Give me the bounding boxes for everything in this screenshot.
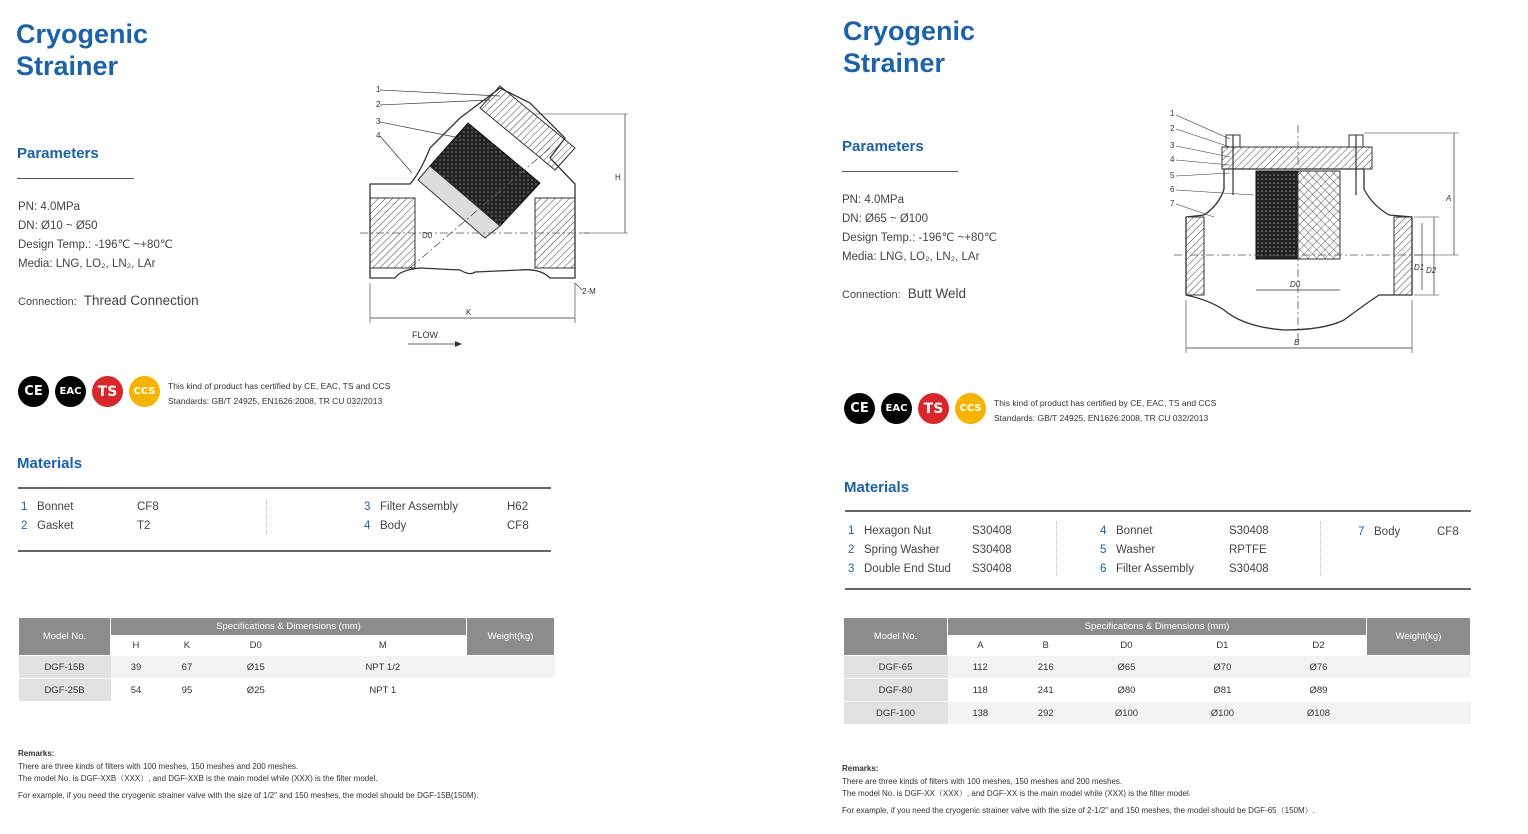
label-k: K (466, 308, 472, 317)
material-value: H62 (507, 501, 529, 513)
cert-line-1: This kind of product has certified by CE, EAC, TS and CCS (994, 398, 1217, 408)
materials-separator (1320, 522, 1321, 576)
material-item: 2 Spring Washer (848, 544, 940, 556)
material-item: 1 Hexagon Nut (848, 525, 932, 537)
label-2: 2 (1170, 124, 1175, 133)
material-item: 3 Double End Stud (848, 563, 951, 575)
remarks (842, 763, 1315, 817)
param-pn: PN: 4.0MPa (18, 201, 80, 213)
materials-separator (1056, 522, 1057, 576)
eac-badge: EAC (881, 393, 912, 424)
param-temp: Design Temp.: -196℃ ~+80℃ (842, 232, 997, 244)
ce-badge: CE (844, 393, 875, 424)
material-item: 5 Washer (1100, 544, 1156, 556)
weight-header: Weight(kg) (1367, 618, 1471, 656)
weight-header: Weight(kg) (467, 618, 555, 656)
cert-text (168, 379, 390, 409)
col-b: B (1013, 636, 1078, 656)
spec-group-header: Specifications & Dimensions (mm) (111, 618, 467, 636)
col-k: K (161, 636, 212, 656)
label-d0: D0 (1290, 280, 1301, 289)
label-b: B (1294, 338, 1300, 347)
spec-group-header: Specifications & Dimensions (mm) (948, 618, 1367, 636)
material-item: 3 Filter Assembly (364, 501, 458, 513)
remark-line: There are three kinds of filters with 100 meshes, 150 meshes and 200 meshes. (18, 761, 299, 771)
page-title (16, 18, 148, 82)
parameters-list (842, 191, 997, 267)
materials-top-rule (18, 487, 551, 489)
title-line-1: Cryogenic (843, 16, 976, 46)
spec-table (18, 617, 555, 702)
material-item: 7 Body (1358, 526, 1401, 538)
col-d1: D1 (1174, 636, 1270, 656)
label-1: 1 (1170, 109, 1175, 118)
remark-line: The model No. is DGF-XX（XXX）, and DGF-XX is the main model while (XXX) is the filter model. (842, 789, 1192, 798)
cert-badges (844, 393, 986, 424)
ts-badge: TS (918, 393, 949, 424)
title-line-2: Strainer (843, 48, 946, 78)
basket-strainer-drawing (1164, 105, 1464, 355)
table-row: DGF-80 118 241 Ø80 Ø81 Ø89 (844, 679, 1471, 702)
material-item: 4 Bonnet (1100, 525, 1153, 537)
connection-label: Connection: (842, 289, 901, 301)
material-value: T2 (137, 520, 151, 532)
cert-line-2: Standards: GB/T 24925, EN1626:2008, TR CU 032/2013 (168, 396, 383, 406)
ccs-badge: CCS (955, 393, 986, 424)
title-line-1: Cryogenic (16, 19, 149, 49)
col-a: A (948, 636, 1013, 656)
material-value: CF8 (1437, 526, 1459, 538)
material-item: 1 Bonnet (21, 501, 74, 513)
material-value: S30408 (972, 544, 1012, 556)
col-d0: D0 (212, 636, 299, 656)
parameters-heading: Parameters (17, 145, 99, 162)
label-3: 3 (1170, 141, 1175, 150)
connection-label: Connection: (18, 296, 77, 308)
table-row: DGF-65 112 216 Ø65 Ø70 Ø76 (844, 656, 1471, 679)
material-value: S30408 (972, 563, 1012, 575)
remarks (18, 748, 478, 802)
col-d2: D2 (1270, 636, 1366, 656)
param-dn: DN: Ø10 ~ Ø50 (18, 220, 98, 232)
label-flow: FLOW (412, 330, 438, 340)
ce-badge: CE (18, 376, 49, 407)
param-temp: Design Temp.: -196℃ ~+80℃ (18, 239, 173, 251)
material-value: CF8 (507, 520, 529, 532)
cert-line-1: This kind of product has certified by CE, EAC, TS and CCS (168, 381, 391, 391)
material-value: S30408 (1229, 525, 1269, 537)
materials-bottom-rule (845, 588, 1471, 590)
material-value: CF8 (137, 501, 159, 513)
label-2: 2 (376, 100, 381, 109)
label-1: 1 (376, 85, 381, 94)
remark-line: For example, if you need the cryogenic strainer valve with the size of 1/2" and 150 meshes, the model should be DGF-15B(150M). (18, 790, 479, 800)
label-d1: D1 (1414, 263, 1425, 272)
y-strainer-drawing (350, 78, 621, 353)
table-row: DGF-25B 54 95 Ø25 NPT 1 (19, 679, 555, 702)
connection-value: Butt Weld (907, 286, 967, 301)
label-h: H (615, 173, 621, 182)
ccs-badge: CCS (129, 376, 160, 407)
cert-badges (18, 376, 160, 407)
material-value: S30408 (972, 525, 1012, 537)
connection (18, 293, 199, 308)
cert-line-2: Standards: GB/T 24925, EN1626:2008, TR CU 032/2013 (994, 413, 1209, 423)
remarks-title: Remarks: (842, 764, 879, 773)
label-3: 3 (376, 117, 381, 126)
table-row: DGF-100 138 292 Ø100 Ø100 Ø108 (844, 702, 1471, 725)
materials-heading: Materials (17, 455, 83, 472)
right-page (764, 0, 1528, 834)
materials-separator (266, 500, 267, 534)
parameters-rule (842, 171, 958, 172)
remark-line: For example, if you need the cryogenic strainer valve with the size of 2-1/2" and 150 meshes, the model should be DGF-65（150M）. (842, 805, 1315, 815)
param-media: Media: LNG, LO₂, LN₂, LAr (18, 258, 156, 270)
eac-badge: EAC (55, 376, 86, 407)
col-d0: D0 (1078, 636, 1174, 656)
param-media: Media: LNG, LO₂, LN₂, LAr (842, 251, 980, 263)
label-m: 2-M (582, 287, 596, 296)
materials-bottom-rule (18, 550, 551, 552)
spec-table (843, 617, 1471, 725)
parameters-rule (17, 178, 134, 179)
remark-line: There are three kinds of filters with 100 meshes, 150 meshes and 200 meshes. (842, 776, 1123, 786)
material-item: 6 Filter Assembly (1100, 563, 1194, 575)
page-title (843, 15, 975, 79)
label-d0: D0 (422, 231, 433, 240)
param-dn: DN: Ø65 ~ Ø100 (842, 213, 928, 225)
label-5: 5 (1170, 171, 1175, 180)
label-d2: D2 (1426, 266, 1437, 275)
parameters-list (18, 198, 173, 274)
material-item: 4 Body (364, 520, 407, 532)
label-6: 6 (1170, 185, 1175, 194)
model-header: Model No. (19, 618, 111, 656)
col-h: H (111, 636, 162, 656)
ts-badge: TS (92, 376, 123, 407)
label-a: A (1446, 194, 1452, 203)
label-4: 4 (376, 131, 381, 140)
connection (842, 286, 966, 301)
materials-heading: Materials (844, 479, 910, 496)
label-7: 7 (1170, 199, 1175, 208)
material-value: S30408 (1229, 563, 1269, 575)
materials-top-rule (845, 510, 1471, 512)
remark-line: The model No. is DGF-XXB（XXX）, and DGF-XXB is the main model while (XXX) is the filter model. (18, 774, 378, 783)
material-value: RPTFE (1229, 544, 1267, 556)
title-line-2: Strainer (16, 51, 119, 81)
label-4: 4 (1170, 155, 1175, 164)
remarks-title: Remarks: (18, 749, 55, 758)
model-header: Model No. (844, 618, 948, 656)
cert-text (994, 396, 1216, 426)
material-item: 2 Gasket (21, 520, 74, 532)
connection-value: Thread Connection (83, 293, 199, 308)
param-pn: PN: 4.0MPa (842, 194, 904, 206)
table-row: DGF-15B 39 67 Ø15 NPT 1/2 (19, 656, 555, 679)
col-m: M (299, 636, 466, 656)
parameters-heading: Parameters (842, 138, 924, 155)
